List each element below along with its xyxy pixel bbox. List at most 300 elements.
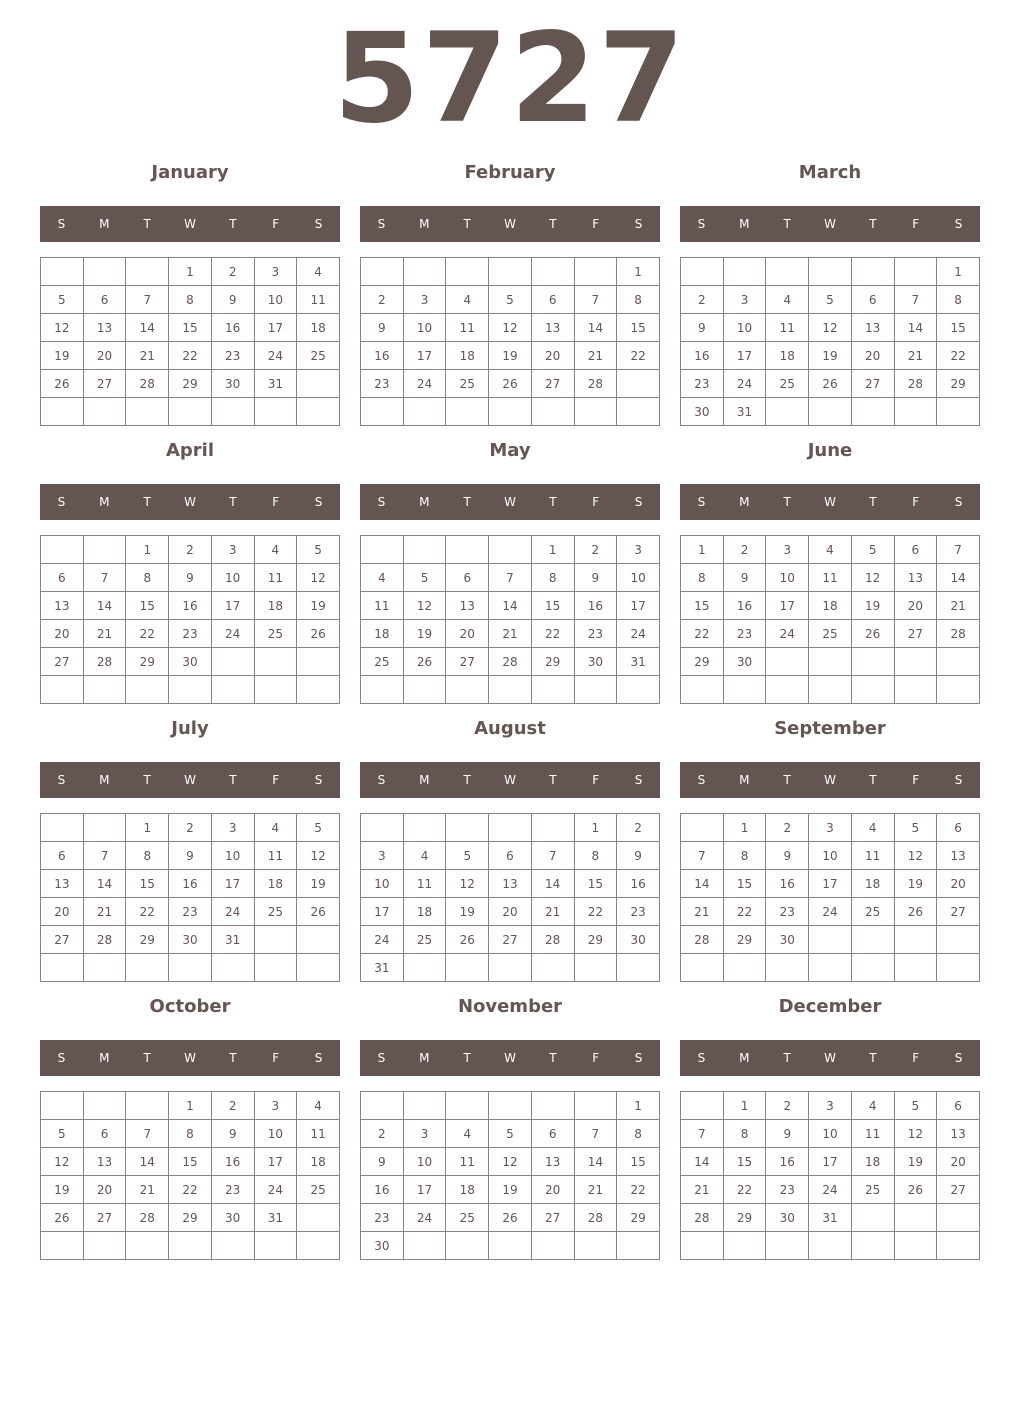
empty-day-cell bbox=[894, 1232, 937, 1260]
day-cell: 20 bbox=[937, 1148, 980, 1176]
day-cell: 4 bbox=[254, 536, 297, 564]
weekday-label: S bbox=[697, 1051, 706, 1065]
day-cell: 14 bbox=[574, 314, 617, 342]
weekday-label: F bbox=[592, 495, 600, 509]
day-cell: 6 bbox=[41, 842, 84, 870]
weekday-label: F bbox=[272, 495, 280, 509]
day-grid bbox=[360, 257, 660, 426]
week-row bbox=[361, 676, 660, 704]
day-cell: 9 bbox=[766, 1120, 809, 1148]
empty-day-cell bbox=[126, 1232, 169, 1260]
day-cell: 23 bbox=[211, 342, 254, 370]
day-cell: 2 bbox=[169, 536, 212, 564]
week-row bbox=[681, 314, 980, 342]
day-cell: 1 bbox=[937, 258, 980, 286]
day-cell: 23 bbox=[211, 1176, 254, 1204]
day-cell: 9 bbox=[766, 842, 809, 870]
week-row bbox=[41, 314, 340, 342]
empty-day-cell bbox=[937, 648, 980, 676]
week-row bbox=[41, 258, 340, 286]
empty-day-cell bbox=[809, 926, 852, 954]
empty-day-cell bbox=[403, 1092, 446, 1120]
day-cell: 23 bbox=[361, 370, 404, 398]
empty-day-cell bbox=[361, 536, 404, 564]
day-cell: 20 bbox=[531, 342, 574, 370]
empty-day-cell bbox=[83, 954, 126, 982]
day-cell: 10 bbox=[617, 564, 660, 592]
day-cell: 23 bbox=[361, 1204, 404, 1232]
week-row bbox=[41, 1176, 340, 1204]
week-row bbox=[41, 676, 340, 704]
day-cell: 1 bbox=[681, 536, 724, 564]
empty-day-cell bbox=[894, 1204, 937, 1232]
week-row bbox=[41, 1148, 340, 1176]
day-cell: 5 bbox=[403, 564, 446, 592]
day-cell: 25 bbox=[403, 926, 446, 954]
empty-day-cell bbox=[894, 258, 937, 286]
week-row bbox=[41, 648, 340, 676]
day-cell: 27 bbox=[83, 370, 126, 398]
week-row bbox=[41, 1092, 340, 1120]
day-cell: 13 bbox=[937, 1120, 980, 1148]
empty-day-cell bbox=[403, 676, 446, 704]
weekday-label: T bbox=[869, 217, 877, 231]
week-row bbox=[361, 564, 660, 592]
day-grid bbox=[680, 257, 980, 426]
day-cell: 20 bbox=[41, 620, 84, 648]
weekday-label: F bbox=[592, 773, 600, 787]
day-cell: 8 bbox=[617, 286, 660, 314]
week-row bbox=[361, 898, 660, 926]
day-cell: 30 bbox=[574, 648, 617, 676]
empty-day-cell bbox=[809, 954, 852, 982]
week-row bbox=[681, 620, 980, 648]
weekday-label: S bbox=[314, 217, 323, 231]
weekday-label: W bbox=[824, 773, 836, 787]
day-cell: 12 bbox=[894, 842, 937, 870]
day-cell: 12 bbox=[297, 564, 340, 592]
day-cell: 4 bbox=[361, 564, 404, 592]
weekday-label: M bbox=[99, 495, 110, 509]
empty-day-cell bbox=[851, 398, 894, 426]
empty-day-cell bbox=[937, 954, 980, 982]
week-row bbox=[41, 398, 340, 426]
day-cell: 26 bbox=[894, 898, 937, 926]
day-cell: 4 bbox=[851, 814, 894, 842]
day-cell: 14 bbox=[126, 314, 169, 342]
weekday-label: S bbox=[57, 1051, 66, 1065]
day-cell: 22 bbox=[126, 898, 169, 926]
weekday-label: T bbox=[783, 1051, 791, 1065]
day-cell: 12 bbox=[403, 592, 446, 620]
day-cell: 10 bbox=[211, 842, 254, 870]
day-cell: 13 bbox=[83, 314, 126, 342]
week-row bbox=[41, 842, 340, 870]
weekday-label: T bbox=[869, 1051, 877, 1065]
day-cell: 6 bbox=[894, 536, 937, 564]
day-cell: 2 bbox=[574, 536, 617, 564]
empty-day-cell bbox=[531, 814, 574, 842]
day-cell: 7 bbox=[489, 564, 532, 592]
day-cell: 12 bbox=[489, 314, 532, 342]
day-cell: 14 bbox=[83, 592, 126, 620]
week-row bbox=[41, 1204, 340, 1232]
weekday-label: W bbox=[184, 773, 196, 787]
day-cell: 21 bbox=[83, 620, 126, 648]
day-cell: 2 bbox=[169, 814, 212, 842]
empty-day-cell bbox=[574, 1232, 617, 1260]
day-cell: 16 bbox=[361, 1176, 404, 1204]
day-cell: 18 bbox=[809, 592, 852, 620]
week-row bbox=[361, 870, 660, 898]
day-cell: 24 bbox=[211, 898, 254, 926]
weekday-header bbox=[680, 762, 980, 798]
day-cell: 7 bbox=[83, 564, 126, 592]
day-cell: 2 bbox=[766, 814, 809, 842]
day-grid bbox=[360, 535, 660, 704]
day-cell: 18 bbox=[361, 620, 404, 648]
day-cell: 7 bbox=[531, 842, 574, 870]
day-cell: 11 bbox=[361, 592, 404, 620]
day-cell: 1 bbox=[617, 258, 660, 286]
day-cell: 14 bbox=[83, 870, 126, 898]
empty-day-cell bbox=[766, 398, 809, 426]
day-cell: 10 bbox=[254, 1120, 297, 1148]
week-row bbox=[361, 398, 660, 426]
empty-day-cell bbox=[446, 814, 489, 842]
week-row bbox=[361, 1092, 660, 1120]
day-cell: 14 bbox=[681, 870, 724, 898]
day-cell: 28 bbox=[574, 1204, 617, 1232]
day-grid bbox=[680, 813, 980, 982]
day-cell: 27 bbox=[937, 898, 980, 926]
empty-day-cell bbox=[446, 1092, 489, 1120]
empty-day-cell bbox=[894, 954, 937, 982]
weekday-label: W bbox=[504, 1051, 516, 1065]
day-cell: 18 bbox=[851, 1148, 894, 1176]
day-cell: 2 bbox=[361, 286, 404, 314]
empty-day-cell bbox=[211, 1232, 254, 1260]
weekday-label: M bbox=[419, 773, 430, 787]
empty-day-cell bbox=[937, 676, 980, 704]
day-cell: 14 bbox=[574, 1148, 617, 1176]
day-cell: 24 bbox=[617, 620, 660, 648]
week-row bbox=[361, 1176, 660, 1204]
day-grid bbox=[360, 1091, 660, 1260]
day-cell: 11 bbox=[809, 564, 852, 592]
day-cell: 13 bbox=[894, 564, 937, 592]
day-cell: 4 bbox=[254, 814, 297, 842]
empty-day-cell bbox=[894, 398, 937, 426]
day-cell: 3 bbox=[361, 842, 404, 870]
day-cell: 1 bbox=[723, 1092, 766, 1120]
empty-day-cell bbox=[489, 536, 532, 564]
day-cell: 15 bbox=[937, 314, 980, 342]
month-name: November bbox=[457, 996, 563, 1017]
day-cell: 19 bbox=[894, 870, 937, 898]
weekday-label: T bbox=[229, 495, 237, 509]
day-cell: 28 bbox=[83, 648, 126, 676]
day-cell: 3 bbox=[766, 536, 809, 564]
day-cell: 2 bbox=[766, 1092, 809, 1120]
day-cell: 30 bbox=[723, 648, 766, 676]
day-cell: 21 bbox=[531, 898, 574, 926]
empty-day-cell bbox=[169, 954, 212, 982]
day-cell: 25 bbox=[361, 648, 404, 676]
week-row bbox=[681, 258, 980, 286]
day-cell: 16 bbox=[211, 314, 254, 342]
weekday-label: M bbox=[419, 217, 430, 231]
week-row bbox=[361, 370, 660, 398]
week-row bbox=[361, 1204, 660, 1232]
day-cell: 14 bbox=[531, 870, 574, 898]
weekday-label: S bbox=[634, 1051, 643, 1065]
day-grid bbox=[40, 813, 340, 982]
weekday-label: M bbox=[739, 217, 750, 231]
weekday-label: S bbox=[57, 217, 66, 231]
day-cell: 16 bbox=[574, 592, 617, 620]
day-cell: 1 bbox=[126, 536, 169, 564]
day-cell: 7 bbox=[574, 286, 617, 314]
day-cell: 19 bbox=[446, 898, 489, 926]
day-cell: 16 bbox=[617, 870, 660, 898]
day-cell: 23 bbox=[766, 898, 809, 926]
empty-day-cell bbox=[41, 676, 84, 704]
day-cell: 17 bbox=[809, 870, 852, 898]
day-grid bbox=[680, 535, 980, 704]
day-cell: 1 bbox=[169, 258, 212, 286]
empty-day-cell bbox=[489, 398, 532, 426]
day-cell: 26 bbox=[851, 620, 894, 648]
month-name: February bbox=[464, 162, 556, 183]
day-cell: 18 bbox=[766, 342, 809, 370]
day-cell: 1 bbox=[531, 536, 574, 564]
week-row bbox=[41, 926, 340, 954]
week-row bbox=[361, 842, 660, 870]
day-cell: 27 bbox=[41, 926, 84, 954]
weekday-label: S bbox=[314, 495, 323, 509]
empty-day-cell bbox=[574, 258, 617, 286]
day-cell: 15 bbox=[126, 592, 169, 620]
weekday-header bbox=[360, 484, 660, 520]
week-row bbox=[41, 342, 340, 370]
weekday-label: S bbox=[377, 1051, 386, 1065]
day-cell: 5 bbox=[41, 286, 84, 314]
day-cell: 5 bbox=[297, 536, 340, 564]
empty-day-cell bbox=[851, 926, 894, 954]
day-cell: 25 bbox=[297, 1176, 340, 1204]
weekday-label: F bbox=[592, 217, 600, 231]
day-cell: 17 bbox=[211, 592, 254, 620]
day-cell: 13 bbox=[489, 870, 532, 898]
empty-day-cell bbox=[403, 258, 446, 286]
day-cell: 5 bbox=[41, 1120, 84, 1148]
day-cell: 23 bbox=[169, 620, 212, 648]
week-row bbox=[681, 398, 980, 426]
day-grid bbox=[40, 535, 340, 704]
empty-day-cell bbox=[169, 398, 212, 426]
weekday-label: S bbox=[377, 495, 386, 509]
month-name: January bbox=[151, 162, 229, 183]
empty-day-cell bbox=[254, 1232, 297, 1260]
empty-day-cell bbox=[894, 676, 937, 704]
day-cell: 17 bbox=[211, 870, 254, 898]
empty-day-cell bbox=[937, 1232, 980, 1260]
weekday-label: S bbox=[314, 1051, 323, 1065]
day-cell: 3 bbox=[403, 1120, 446, 1148]
empty-day-cell bbox=[809, 258, 852, 286]
day-cell: 9 bbox=[169, 564, 212, 592]
weekday-header bbox=[680, 206, 980, 242]
day-cell: 2 bbox=[681, 286, 724, 314]
day-cell: 22 bbox=[617, 1176, 660, 1204]
empty-day-cell bbox=[41, 1232, 84, 1260]
day-cell: 27 bbox=[446, 648, 489, 676]
day-cell: 26 bbox=[489, 1204, 532, 1232]
day-cell: 21 bbox=[574, 1176, 617, 1204]
day-cell: 8 bbox=[126, 564, 169, 592]
day-cell: 31 bbox=[211, 926, 254, 954]
day-cell: 20 bbox=[851, 342, 894, 370]
day-cell: 10 bbox=[766, 564, 809, 592]
empty-day-cell bbox=[297, 648, 340, 676]
day-cell: 4 bbox=[297, 258, 340, 286]
day-cell: 16 bbox=[681, 342, 724, 370]
empty-day-cell bbox=[766, 676, 809, 704]
day-cell: 8 bbox=[937, 286, 980, 314]
weekday-label: S bbox=[697, 495, 706, 509]
empty-day-cell bbox=[254, 926, 297, 954]
weekday-label: S bbox=[57, 495, 66, 509]
day-cell: 28 bbox=[126, 1204, 169, 1232]
day-cell: 17 bbox=[254, 314, 297, 342]
empty-day-cell bbox=[723, 676, 766, 704]
empty-day-cell bbox=[681, 1092, 724, 1120]
empty-day-cell bbox=[83, 1092, 126, 1120]
day-cell: 15 bbox=[617, 1148, 660, 1176]
day-cell: 11 bbox=[297, 286, 340, 314]
week-row bbox=[361, 286, 660, 314]
day-cell: 6 bbox=[531, 1120, 574, 1148]
day-cell: 28 bbox=[894, 370, 937, 398]
day-cell: 9 bbox=[617, 842, 660, 870]
day-cell: 24 bbox=[254, 1176, 297, 1204]
day-cell: 28 bbox=[126, 370, 169, 398]
empty-day-cell bbox=[254, 398, 297, 426]
day-grid bbox=[680, 1091, 980, 1260]
weekday-label: M bbox=[419, 1051, 430, 1065]
day-cell: 18 bbox=[254, 870, 297, 898]
day-cell: 25 bbox=[446, 370, 489, 398]
weekday-label: W bbox=[504, 217, 516, 231]
empty-day-cell bbox=[254, 676, 297, 704]
day-cell: 15 bbox=[681, 592, 724, 620]
empty-day-cell bbox=[489, 676, 532, 704]
week-row bbox=[41, 870, 340, 898]
week-row bbox=[361, 1120, 660, 1148]
day-cell: 15 bbox=[574, 870, 617, 898]
empty-day-cell bbox=[403, 954, 446, 982]
day-cell: 21 bbox=[574, 342, 617, 370]
empty-day-cell bbox=[681, 954, 724, 982]
day-cell: 23 bbox=[574, 620, 617, 648]
empty-day-cell bbox=[83, 676, 126, 704]
day-cell: 11 bbox=[766, 314, 809, 342]
day-cell: 21 bbox=[681, 1176, 724, 1204]
day-cell: 12 bbox=[41, 314, 84, 342]
weekday-label: T bbox=[869, 495, 877, 509]
day-cell: 15 bbox=[723, 870, 766, 898]
empty-day-cell bbox=[617, 398, 660, 426]
month-name: August bbox=[474, 718, 546, 739]
day-cell: 17 bbox=[766, 592, 809, 620]
weekday-header bbox=[360, 1040, 660, 1076]
day-cell: 29 bbox=[937, 370, 980, 398]
day-cell: 20 bbox=[41, 898, 84, 926]
day-cell: 24 bbox=[403, 1204, 446, 1232]
day-cell: 12 bbox=[489, 1148, 532, 1176]
week-row bbox=[41, 1232, 340, 1260]
empty-day-cell bbox=[297, 676, 340, 704]
weekday-label: S bbox=[377, 773, 386, 787]
day-cell: 6 bbox=[851, 286, 894, 314]
day-cell: 19 bbox=[851, 592, 894, 620]
day-cell: 7 bbox=[681, 1120, 724, 1148]
empty-day-cell bbox=[211, 954, 254, 982]
day-cell: 13 bbox=[937, 842, 980, 870]
day-cell: 3 bbox=[723, 286, 766, 314]
day-cell: 3 bbox=[211, 536, 254, 564]
empty-day-cell bbox=[41, 258, 84, 286]
empty-day-cell bbox=[574, 398, 617, 426]
day-cell: 21 bbox=[83, 898, 126, 926]
month-name: March bbox=[798, 162, 862, 183]
empty-day-cell bbox=[41, 536, 84, 564]
empty-day-cell bbox=[126, 398, 169, 426]
weekday-label: T bbox=[229, 773, 237, 787]
month-name: June bbox=[807, 440, 853, 461]
empty-day-cell bbox=[446, 676, 489, 704]
day-cell: 30 bbox=[211, 370, 254, 398]
day-cell: 11 bbox=[254, 564, 297, 592]
day-cell: 22 bbox=[574, 898, 617, 926]
day-cell: 11 bbox=[446, 314, 489, 342]
weekday-label: S bbox=[634, 773, 643, 787]
empty-day-cell bbox=[254, 648, 297, 676]
day-cell: 4 bbox=[809, 536, 852, 564]
week-row bbox=[681, 286, 980, 314]
month-name: July bbox=[171, 718, 209, 739]
weekday-header bbox=[360, 206, 660, 242]
empty-day-cell bbox=[446, 1232, 489, 1260]
week-row bbox=[41, 370, 340, 398]
week-row bbox=[41, 954, 340, 982]
day-cell: 5 bbox=[894, 814, 937, 842]
week-row bbox=[681, 814, 980, 842]
day-cell: 26 bbox=[489, 370, 532, 398]
week-row bbox=[361, 592, 660, 620]
day-cell: 7 bbox=[574, 1120, 617, 1148]
day-cell: 24 bbox=[809, 898, 852, 926]
week-row bbox=[361, 648, 660, 676]
empty-day-cell bbox=[41, 398, 84, 426]
day-cell: 6 bbox=[937, 1092, 980, 1120]
empty-day-cell bbox=[169, 1232, 212, 1260]
day-cell: 14 bbox=[489, 592, 532, 620]
day-cell: 16 bbox=[361, 342, 404, 370]
weekday-label: T bbox=[869, 773, 877, 787]
weekday-label: T bbox=[783, 495, 791, 509]
